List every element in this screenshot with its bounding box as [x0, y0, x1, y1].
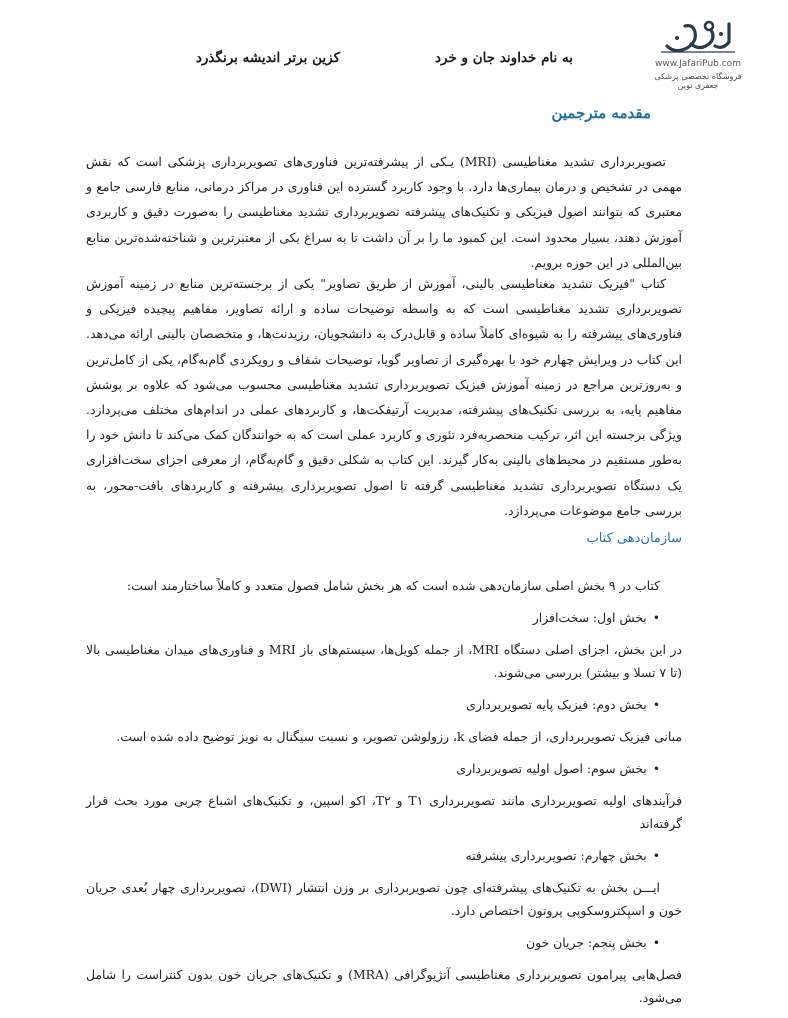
list-item-description: فرآیندهای اولیه تصویربرداری مانند تصویربرداری T۱ و T۲، اکو اسپین، و تکنیک‌های اشباع چربی مورد بحث قرار گرفته‌اند [86, 793, 682, 831]
bullet-dot: • [652, 848, 660, 863]
paragraph-text: کتاب "فیزیک تشدید مغناطیسی بالینی، آموزش از طریق تصاویر" یکی از برجسته‌ترین منابع در زمینه آموزش تصویربرداری تشدید مغناطیسی است که به واسطه توضیحات ساده و ارائه تصاویر، مفاهیم پیچیده فیزیکی و فناوری‌های پیشرفته را به شیوه‌ای کاملاً ساده و قابل‌درک به دانشجویان، رزیدنت‌ها، و متخصصان بالینی ارائه می‌دهد. این کتاب در ویرایش چهارم خود با بهره‌گیری از تصاویر گویا، توضیحات شفاف و رویکردی گام‌به‌گام، یکی از کامل‌ترین و به‌روزترین مراجع در زمینه آموزش فیزیک تصویربرداری تشدید مغناطیسی محسوب می‌شود که علاوه بر پوشش مفاهیم پایه، به بررسی تکنیک‌های پیشرفته، مدیریت آرتیفکت‌ها، و کاربردهای عملی در اندام‌های مختلف می‌پردازد. ویژگی برجسته این اثر، ترکیب منحصربه‌فرد تئوری و کاربرد عملی است که به خوانندگان کمک می‌کند تا دانش خود را به‌طور مستقیم در محیط‌های بالینی به‌کار گیرند. این کتاب به شکلی دقیق و گام‌به‌گام، از معرفی اجزای سخت‌افزاری یک دستگاه تصویربرداری تشدید مغناطیسی گرفته تا اصول تصویربرداری پیشرفته و کاربردهای بافت-محور، به بررسی جامع موضوعات می‌پردازد. [86, 276, 682, 518]
logo-subtitle: فروشگاه تخصصی پزشکی جعفری نوین [654, 72, 742, 90]
list-item-description: فصل‌هایی پیرامون تصویربرداری مغناطیسی آنژیوگرافی (MRA) و تکنیک‌های جریان خون بدون کنتراست را شامل می‌شود. [86, 967, 682, 1005]
list-item [86, 757, 682, 780]
list-item-title: بخش پنجم: جریان خون [526, 935, 647, 950]
poem-right: به نام خداوند جان و خرد [435, 50, 573, 66]
bullet-dot: • [652, 761, 660, 776]
list-item [86, 844, 682, 867]
poem-left: کزین برتر اندیشه برنگذرد [195, 50, 340, 66]
publisher-logo [648, 18, 748, 90]
jafari-logo-icon [657, 18, 739, 58]
book-organization [86, 574, 682, 1018]
list-item-description: مبانی فیزیک تصویربرداری، از جمله فضای k، رزولوشن تصویر، و نسبت سیگنال به نویز توضیح داده شده است. [116, 729, 682, 744]
bullet-dot: • [652, 697, 660, 712]
paragraph-2 [86, 271, 682, 523]
bullet-dot: • [652, 935, 660, 950]
list-item-description: ایـــن بخش به تکنیک‌های پیشرفته‌ای چون تصویربرداری بر وزن انتشار (DWI)، تصویربرداری چهار بُعدی جریان خون و اسپکتروسکوپی پروتون اختصاص دارد. [86, 880, 682, 918]
list-item-title: بخش دوم: فیزیک پایه تصویربرداری [466, 697, 647, 712]
paragraph-1 [86, 149, 682, 275]
section-title: مقدمه مترجمین [551, 104, 651, 122]
logo-url: www.JafariPub.com [655, 59, 741, 69]
list-item-title: بخش اول: سخت‌افزار [532, 610, 647, 625]
subsection-title: سازمان‌دهی کتاب [586, 531, 682, 546]
list-item [86, 606, 682, 629]
bullet-dot: • [652, 610, 660, 625]
organization-intro: کتاب در ۹ بخش اصلی سازمان‌دهی شده است که هر بخش شامل فصول متعدد و کاملاً ساختارمند است: [126, 578, 660, 593]
list-item-title: بخش چهارم: تصویربرداری پیشرفته [465, 848, 647, 863]
list-item-description: در این بخش، اجزای اصلی دستگاه MRI، از جمله کویل‌ها، سیستم‌های باز MRI و فناوری‌های میدان مغناطیسی بالا (تا ۷ تسلا و بیشتر) بررسی می‌شوند. [86, 642, 682, 680]
paragraph-text: تصویربرداری تشدید مغناطیسی (MRI) یـکی از پیشرفته‌ترین فناوری‌های تصویربرداری پزشکی است که نقش مهمی در تشخیص و درمان بیماری‌ها دارد. با وجود کاربرد گسترده این فناوری در مراکز درمانی، منابع فارسی جامع و معتبری که بتوانند اصول فیزیکی و تکنیک‌های پیشرفته تصویربرداری تشدید مغناطیسی را به‌صورت دقیق و کاربردی آموزش دهند، بسیار محدود است. این کمبود ما را بر آن داشت تا به سراغ یکی از معتبرترین و شناخته‌شده‌ترین منابع بین‌المللی در این حوزه برویم. [86, 154, 682, 270]
list-item-title: بخش سوم: اصول اولیه تصویربرداری [456, 761, 647, 776]
list-item [86, 931, 682, 954]
list-item [86, 693, 682, 716]
